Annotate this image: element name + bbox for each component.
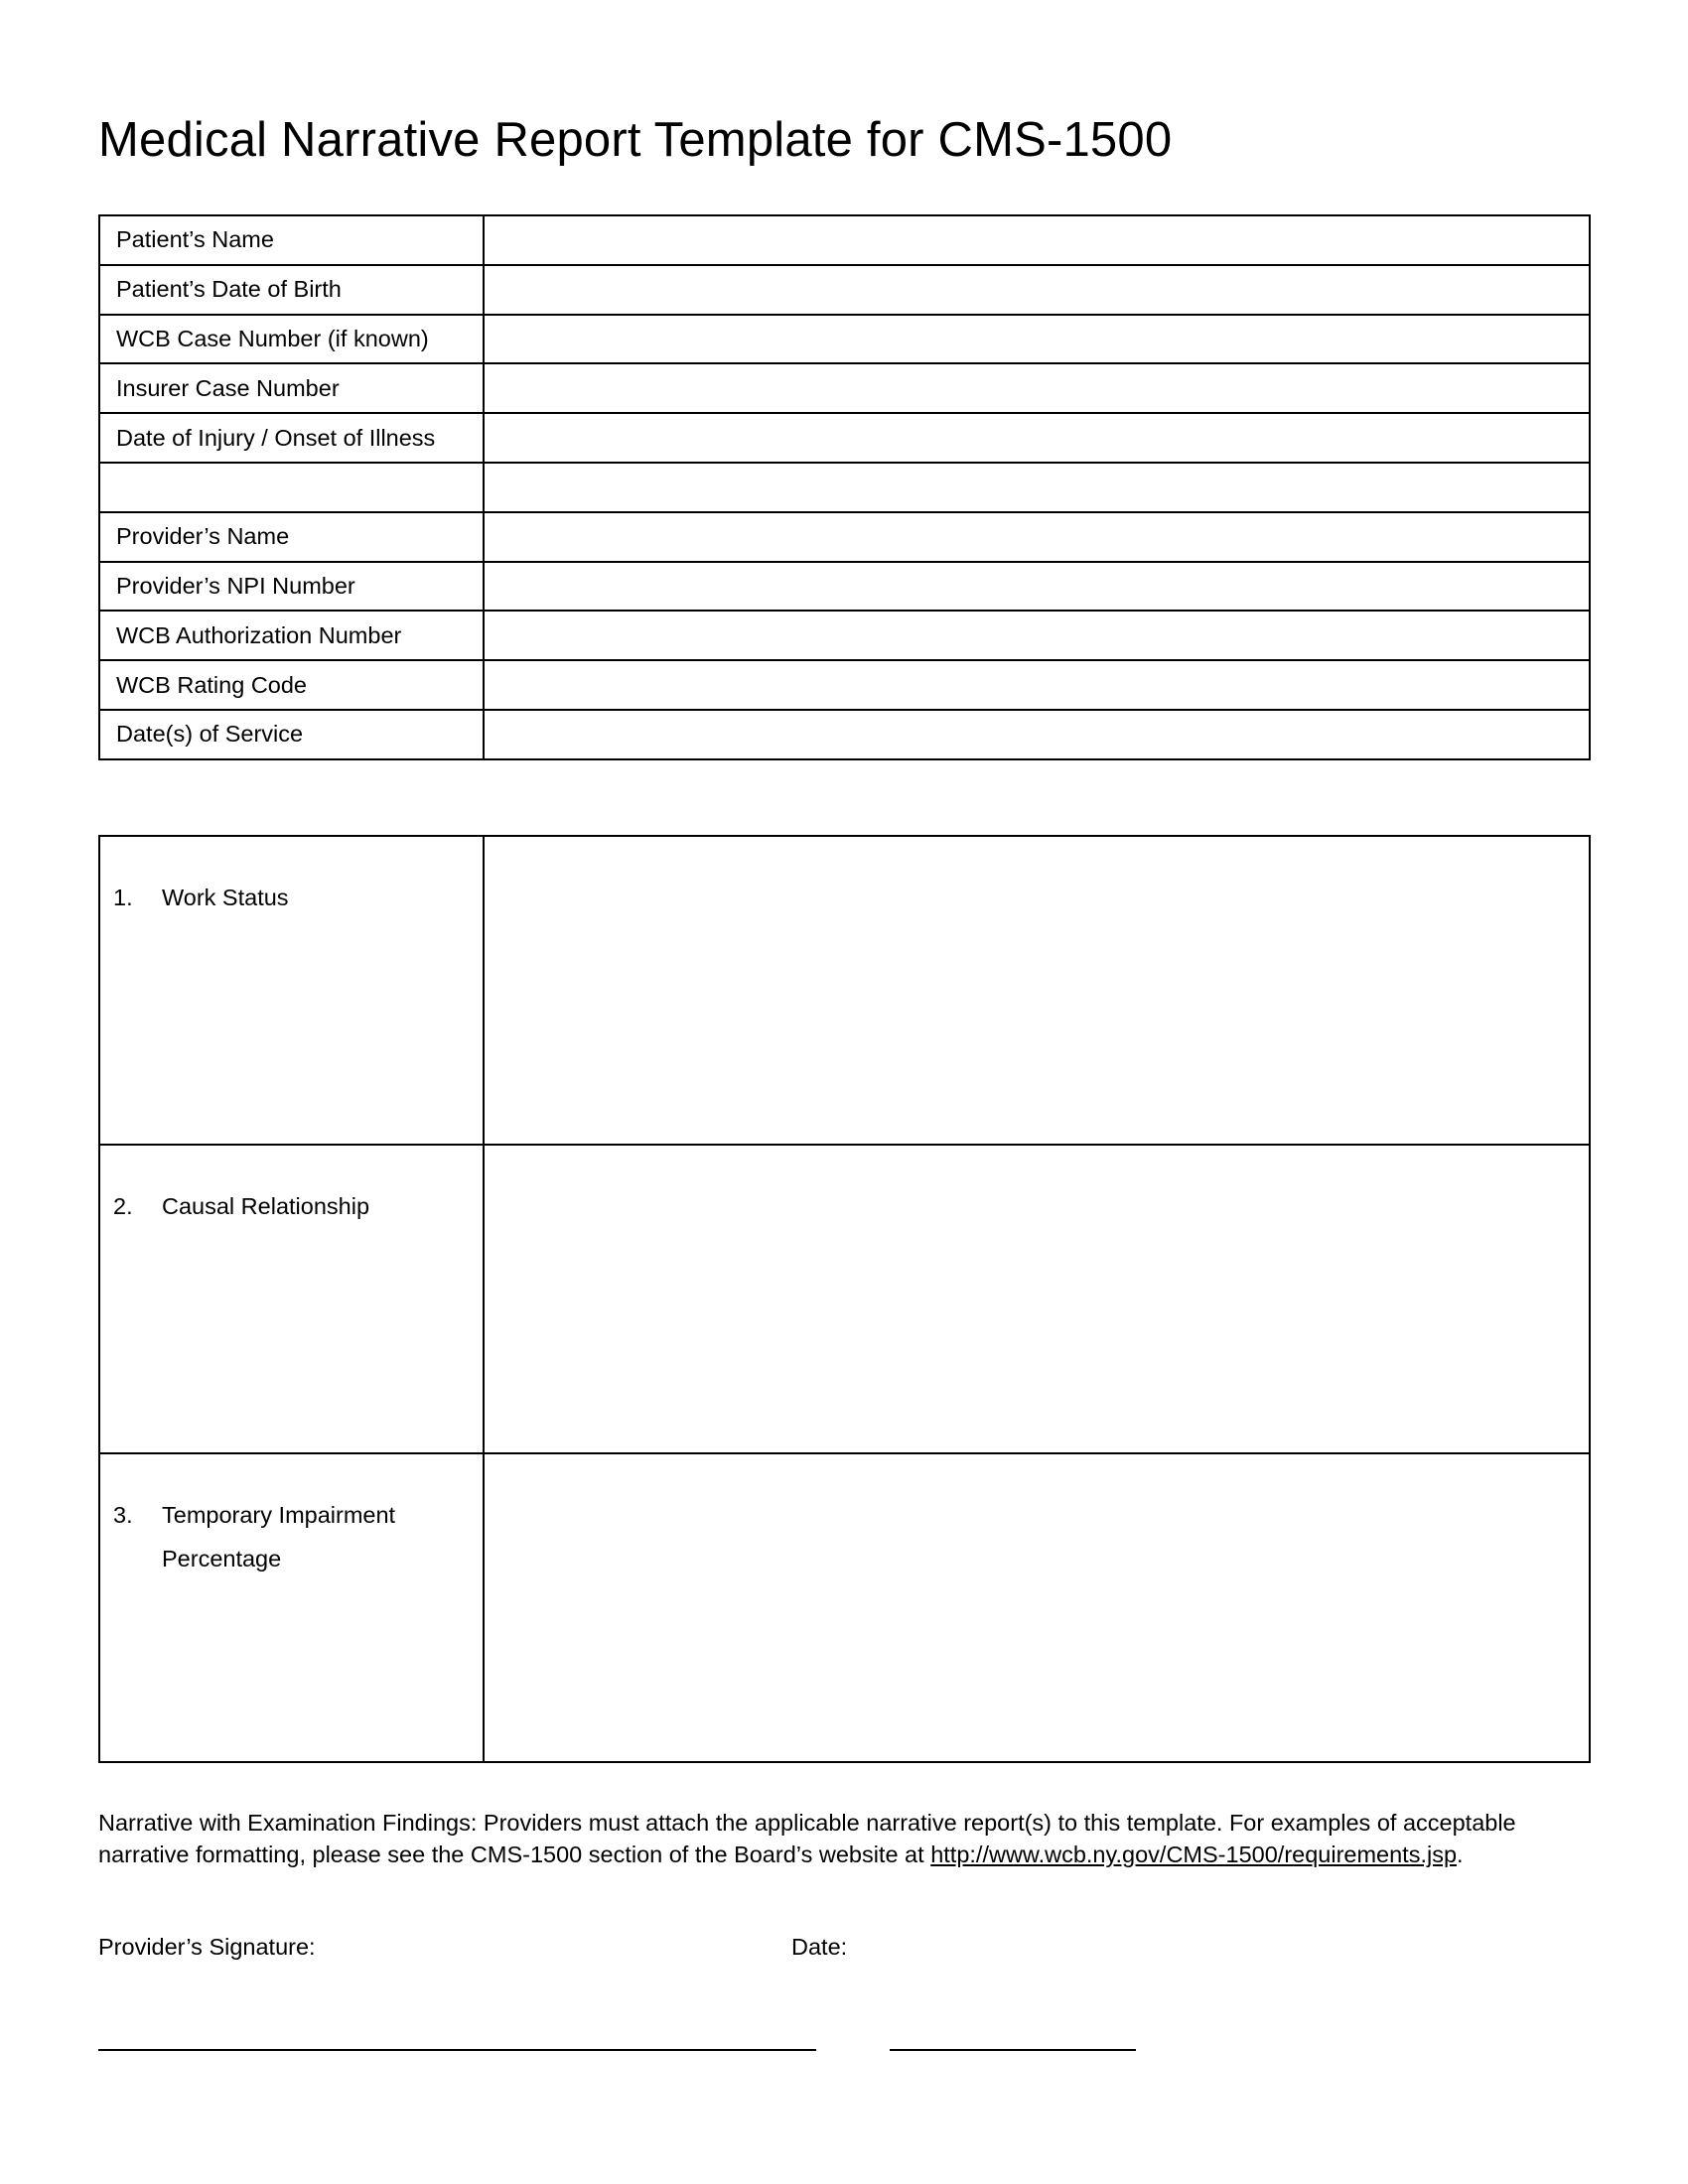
section-number: 2. — [113, 1193, 133, 1219]
providers-name-field[interactable] — [484, 512, 1590, 562]
causal-relationship-field[interactable] — [484, 1145, 1590, 1453]
section-number: 3. — [113, 1502, 133, 1528]
wcb-case-number-field[interactable] — [484, 315, 1590, 364]
table-row — [99, 315, 1590, 364]
table-row — [99, 1145, 1590, 1453]
insurer-case-number-label: Insurer Case Number — [99, 363, 484, 413]
providers-npi-field[interactable] — [484, 562, 1590, 612]
table-row — [99, 562, 1590, 612]
date-label: Date: — [791, 1934, 848, 1960]
patients-name-field[interactable] — [484, 215, 1590, 265]
provider-signature-line[interactable] — [98, 2049, 816, 2051]
work-status-label: Work Status — [162, 885, 289, 910]
table-row — [99, 363, 1590, 413]
table-row — [99, 413, 1590, 463]
narrative-sections-table — [98, 835, 1591, 1763]
instructions-text: Narrative with Examination Findings: Providers must attach the applicable narrative report(s) to this template. For examples of acceptable narrative formatting, please see the CMS-1500 section of the Board’s website at — [98, 1810, 1516, 1867]
table-row — [99, 265, 1590, 315]
wcb-rating-code-field[interactable] — [484, 660, 1590, 710]
patients-name-label: Patient’s Name — [99, 215, 484, 265]
table-row — [99, 215, 1590, 265]
wcb-authorization-label: WCB Authorization Number — [99, 611, 484, 660]
blank-label — [99, 463, 484, 512]
provider-signature-label: Provider’s Signature: — [98, 1934, 316, 1960]
date-of-injury-field[interactable] — [484, 413, 1590, 463]
table-row — [99, 463, 1590, 512]
patients-dob-label: Patient’s Date of Birth — [99, 265, 484, 315]
table-row — [99, 710, 1590, 759]
causal-relationship-label: Causal Relationship — [162, 1193, 370, 1219]
temporary-impairment-field[interactable] — [484, 1453, 1590, 1762]
wcb-case-number-label: WCB Case Number (if known) — [99, 315, 484, 364]
causal-relationship-label-cell — [99, 1145, 484, 1453]
providers-npi-label: Provider’s NPI Number — [99, 562, 484, 612]
blank-field[interactable] — [484, 463, 1590, 512]
dates-of-service-field[interactable] — [484, 710, 1590, 759]
table-row — [99, 512, 1590, 562]
temporary-impairment-label: Temporary Impairment Percentage — [162, 1502, 396, 1571]
date-of-injury-label: Date of Injury / Onset of Illness — [99, 413, 484, 463]
dates-of-service-label: Date(s) of Service — [99, 710, 484, 759]
instructions-end: . — [1457, 1842, 1464, 1867]
table-row — [99, 1453, 1590, 1762]
providers-name-label: Provider’s Name — [99, 512, 484, 562]
work-status-field[interactable] — [484, 836, 1590, 1145]
patients-dob-field[interactable] — [484, 265, 1590, 315]
insurer-case-number-field[interactable] — [484, 363, 1590, 413]
table-row — [99, 836, 1590, 1145]
narrative-instructions — [98, 1807, 1593, 1870]
cms-1500-requirements-link[interactable]: http://www.wcb.ny.gov/CMS-1500/requirements.jsp — [930, 1842, 1458, 1867]
page-title: Medical Narrative Report Template for CMS-1500 — [98, 113, 1173, 167]
work-status-label-cell — [99, 836, 484, 1145]
wcb-rating-code-label: WCB Rating Code — [99, 660, 484, 710]
patient-provider-info-table — [98, 214, 1591, 760]
table-row — [99, 611, 1590, 660]
temporary-impairment-label-cell — [99, 1453, 484, 1762]
date-line[interactable] — [890, 2049, 1136, 2051]
wcb-authorization-field[interactable] — [484, 611, 1590, 660]
table-row — [99, 660, 1590, 710]
section-number: 1. — [113, 885, 133, 910]
